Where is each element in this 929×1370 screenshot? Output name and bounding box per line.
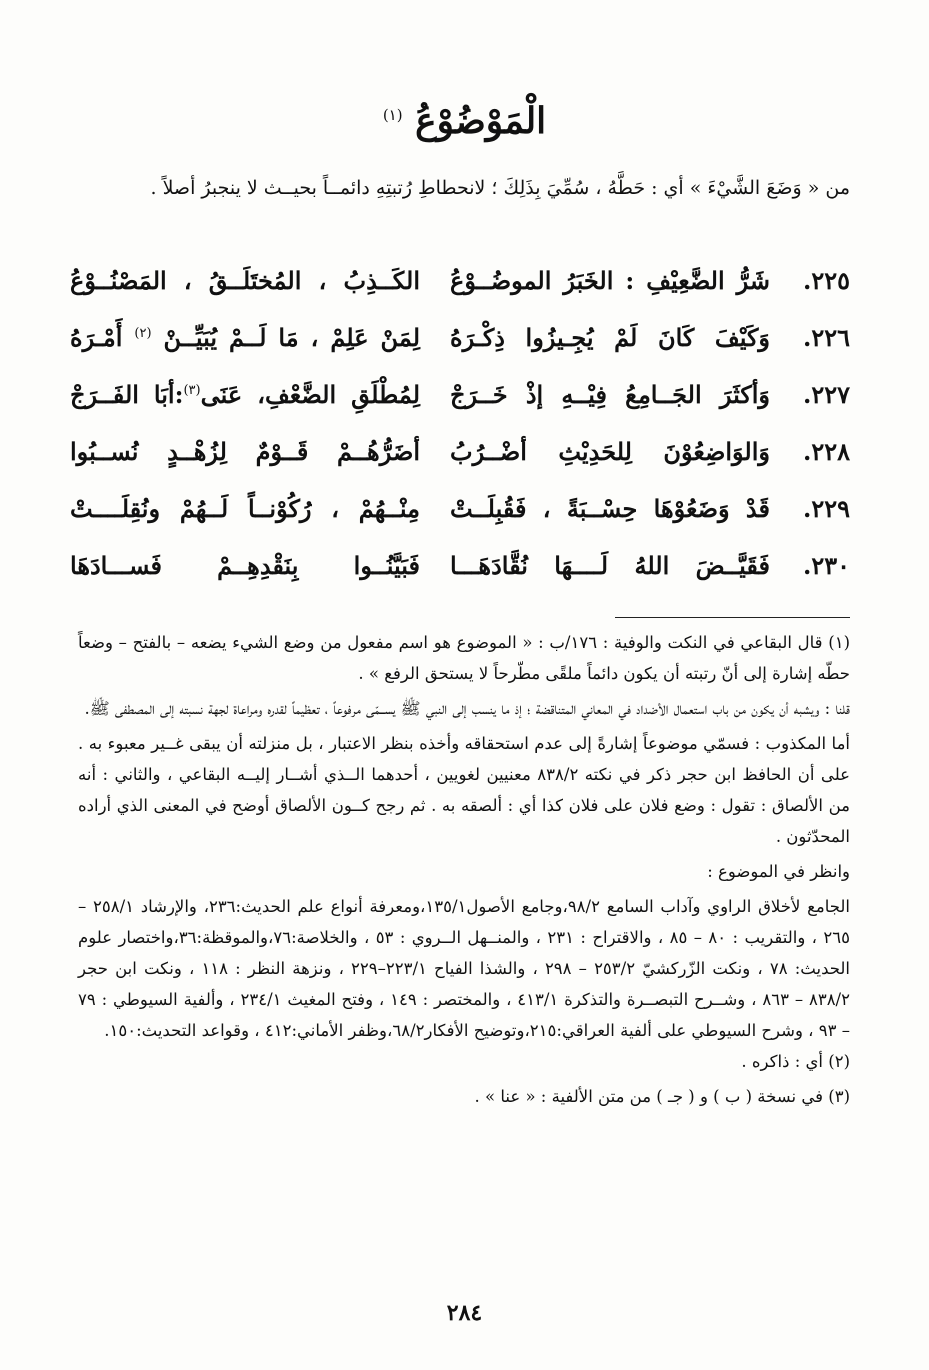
chapter-title-text: الْمَوْضُوْعُ: [415, 100, 547, 142]
verse-first-hemistich: قَدْ وَضَعُوْهَا حِسْــبَةً ، فَقُبِلَــتْ: [450, 494, 770, 523]
verse-second-hemistich-end: :أبَا الفَــرَجْ: [70, 380, 184, 409]
verse-second-hemistich: [70, 551, 420, 580]
verse-line: [70, 315, 850, 369]
verse-second-hemistich-text: فَبَيَّنُــوا بِنَقْدِهِــمْ فَســـادَهَا: [70, 551, 420, 580]
verse-number: ٢٢٧.: [802, 380, 850, 409]
verse-first-hemistich: وَالوَاضِعُوْنَ لِلحَدِيْثِ أضْــرُبُ: [450, 437, 770, 466]
footnote-ref: (٣): [183, 383, 201, 398]
verse-second-hemistich: [70, 323, 420, 352]
verse-number: ٢٣٠.: [802, 551, 850, 580]
intro-paragraph: من « وَضَعَ الشَّيْءَ » أي : حَطَّهُ ، سُمِّيَ بِذَلِكَ ؛ لانحطاطِ رُتبتِهِ دائمــاً بحيــث لا ينجبرُ أصلاً .: [150, 177, 850, 199]
chapter-title: [0, 100, 929, 142]
verse-line: [70, 486, 850, 540]
footnote-divider: [615, 617, 850, 618]
verse-list: [70, 258, 850, 600]
verse-number: ٢٢٩.: [802, 494, 850, 523]
verse-first-hemistich: وَكَيْفَ كَانَ لَمْ يُجِـيزُوا ذِكْـرَهُ: [450, 323, 770, 352]
footnote-3: (٣) في نسخة ( ب ) و ( جـ ) من متن الألفية : « عنا » .: [474, 1087, 850, 1106]
verse-first-hemistich: فَقَيَّــضَ اللهُ لَــــهَا نُقَّادَهَـــا: [450, 551, 770, 580]
verse-line: [70, 372, 850, 426]
verse-second-hemistich-text: مِنْــهُمْ ، رُكُوْنــاً لَــهُمْ ونُقِلَــــتْ: [70, 494, 420, 523]
footnote-ref: (١): [382, 106, 403, 124]
verse-number: ٢٢٨.: [802, 437, 850, 466]
verse-second-hemistich-end: أَمْـرَهُ: [70, 323, 123, 352]
verse-second-hemistich-text: لِمُطْلَقِ الضَّعْفِ، عَنَى: [200, 380, 421, 409]
footnotes: [78, 627, 850, 1112]
footnote-ref: (٢): [134, 326, 152, 341]
footnote-1-comment: أما المكذوب : فسمّي موضوعاً إشارةً إلى عدم استحقاقه وأخذه بنظر الاعتبار ، بل منزلته أن يبقى غــير معبوء به . على أن الحافظ ابن حجر ذكر في نكته ٨٣٨/٢ معنيين لغويين ، أحدهما الــذي أشــار إليــه البقاعي ، والثاني : أنه من الألصاق : تقول : وضع فلان على فلان كذا أي : ألصقه به . ثم رجح كــون الألصاق أوضح في المعنى الذي أراده المحدّثون .: [78, 734, 850, 846]
verse-line: [70, 543, 850, 597]
verse-line: [70, 258, 850, 312]
verse-second-hemistich: [70, 437, 420, 466]
verse-second-hemistich: [70, 380, 420, 409]
footnote-1-references: الجامع لأخلاق الراوي وآداب السامع ٩٨/٢،وجامع الأصول١٣٥/١،ومعرفة أنواع علم الحديث:٢٣٦، والإرشاد ٢٥٨/١ – ٢٦٥ ، والتقريب : ٨٠ – ٨٥ ، والاقتراح : ٢٣١ ، والمنــهل الــروي : ٥٣ ، والخلاصة:٧٦،والموقظة:٣٦،واختصار علوم الحديث: ٧٨ ، ونكت الزّركشيّ ٢٥٣/٢ – ٢٩٨ ، والشذا الفياح ٢٢٣/١–٢٢٩ ، ونزهة النظر : ١١٨ ، ونكت ابن حجر ٨٣٨/٢ – ٨٦٣ ، وشــرح التبصــرة والتذكرة ٤١٣/١ ، والمختصر : ١٤٩ ، وفتح المغيث ٢٣٤/١ ، وألفية السيوطي : ٧٩ – ٩٣ ، وشرح السيوطي على ألفية العراقي:٢١٥،وتوضيح الأفكار٦٨/٢،وظفر الأماني:٤١٢ ، وقواعد التحديث:١٥٠.: [78, 897, 851, 1040]
verse-second-hemistich: [70, 266, 420, 295]
verse-number: ٢٢٦.: [802, 323, 850, 352]
footnote-1: (١) قال البقاعي في النكت والوفية : ١٧٦/ب : « الموضوع هو اسم مفعول من وضع الشيء يضعه – بالفتح – وضعاً حطّه إشارة إلى أنّ رتبته أن يكون دائماً ملقًى مطّرحاً لا يستحق الرفع » .: [78, 633, 850, 683]
verse-second-hemistich: [70, 494, 420, 523]
verse-second-hemistich-text: الكَــذِبُ ، المُختَلَــقُ ، المَصْنُــوْعُ: [70, 266, 420, 295]
footnote-2: (٢) أي : ذاكره .: [741, 1052, 850, 1071]
verse-second-hemistich-text: أضَرُّهُــمْ قَــوْمٌ لِزُهْــدٍ نُســبُوا: [70, 437, 420, 466]
verse-number: ٢٢٥.: [802, 266, 850, 295]
verse-line: [70, 429, 850, 483]
verse-second-hemistich-text: لِمَنْ عَلِمْ ، مَا لَــمْ يُبَيِّــنْ: [163, 323, 421, 352]
footnote-1-comment: قلنا : ويشبه أن يكون من باب استعمال الأضداد في المعاني المتناقضة ؛ إذ ما ينسب إلى النبي ﷺ يســمّى مرفوعاً ، تعظيماً لقدره ومراعاة لجهة نسبته إلى المصطفى ﷺ.: [84, 699, 850, 718]
verse-first-hemistich: وَأكثَرَ الجَــامِعُ فِيْــهِ إذْ خَــرَجْ: [450, 380, 770, 409]
page-number: ٢٨٤: [446, 1300, 483, 1326]
footnote-1-see-also: وانظر في الموضوع :: [707, 862, 850, 881]
verse-first-hemistich: شَرُّ الضَّعِيْفِ : الخَبَرُ الموضُــوْعُ: [450, 266, 770, 295]
